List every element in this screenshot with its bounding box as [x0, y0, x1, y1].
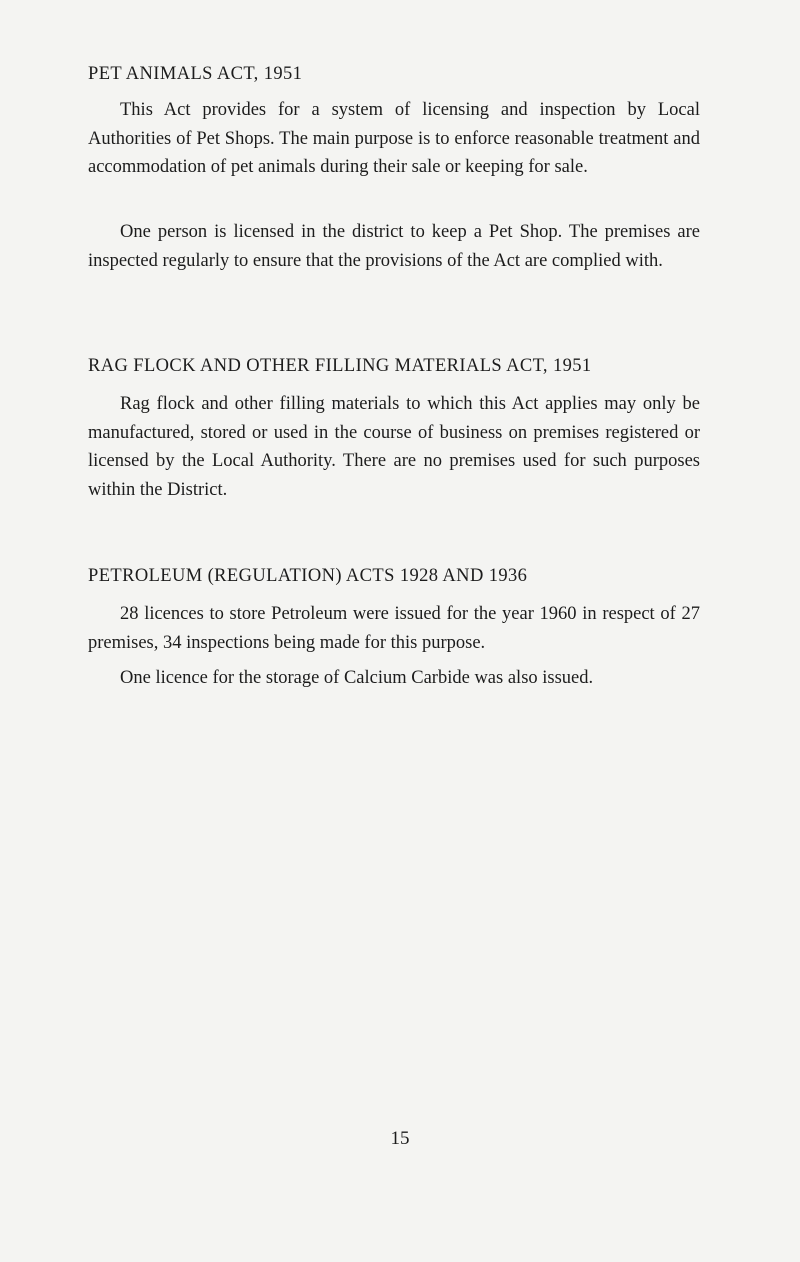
section-heading-pet-animals-act: PET ANIMALS ACT, 1951 [88, 64, 303, 84]
page-number: 15 [390, 1128, 410, 1149]
section-heading-petroleum-acts: PETROLEUM (REGULATION) ACTS 1928 AND 1936 [88, 566, 528, 586]
paragraph-pet-shop-inspection: One person is licensed in the district to keep a Pet Shop. The premises are inspected regularly to ensure that the provisions of the Act are complied with. [88, 222, 700, 271]
paragraph-pet-animals-licensing: This Act provides for a system of licensing and inspection by Local Authorities of Pet Shops. The main purpose is to enforce reasonable treatment and accommodation of pet animals during their sale or keeping for sale. [88, 100, 700, 177]
paragraph-rag-flock-premises: Rag flock and other filling materials to which this Act applies may only be manufactured, stored or used in the course of business on premises registered or licensed by the Local Authority. There are no premises used for such purposes within the District. [88, 394, 700, 500]
section-heading-rag-flock-act: RAG FLOCK AND OTHER FILLING MATERIALS ACT, 1951 [88, 356, 592, 376]
paragraph-calcium-carbide-licence: One licence for the storage of Calcium Carbide was also issued. [120, 668, 594, 688]
paragraph-petroleum-licences: 28 licences to store Petroleum were issued for the year 1960 in respect of 27 premises, 34 inspections being made for this purpose. [88, 604, 700, 653]
